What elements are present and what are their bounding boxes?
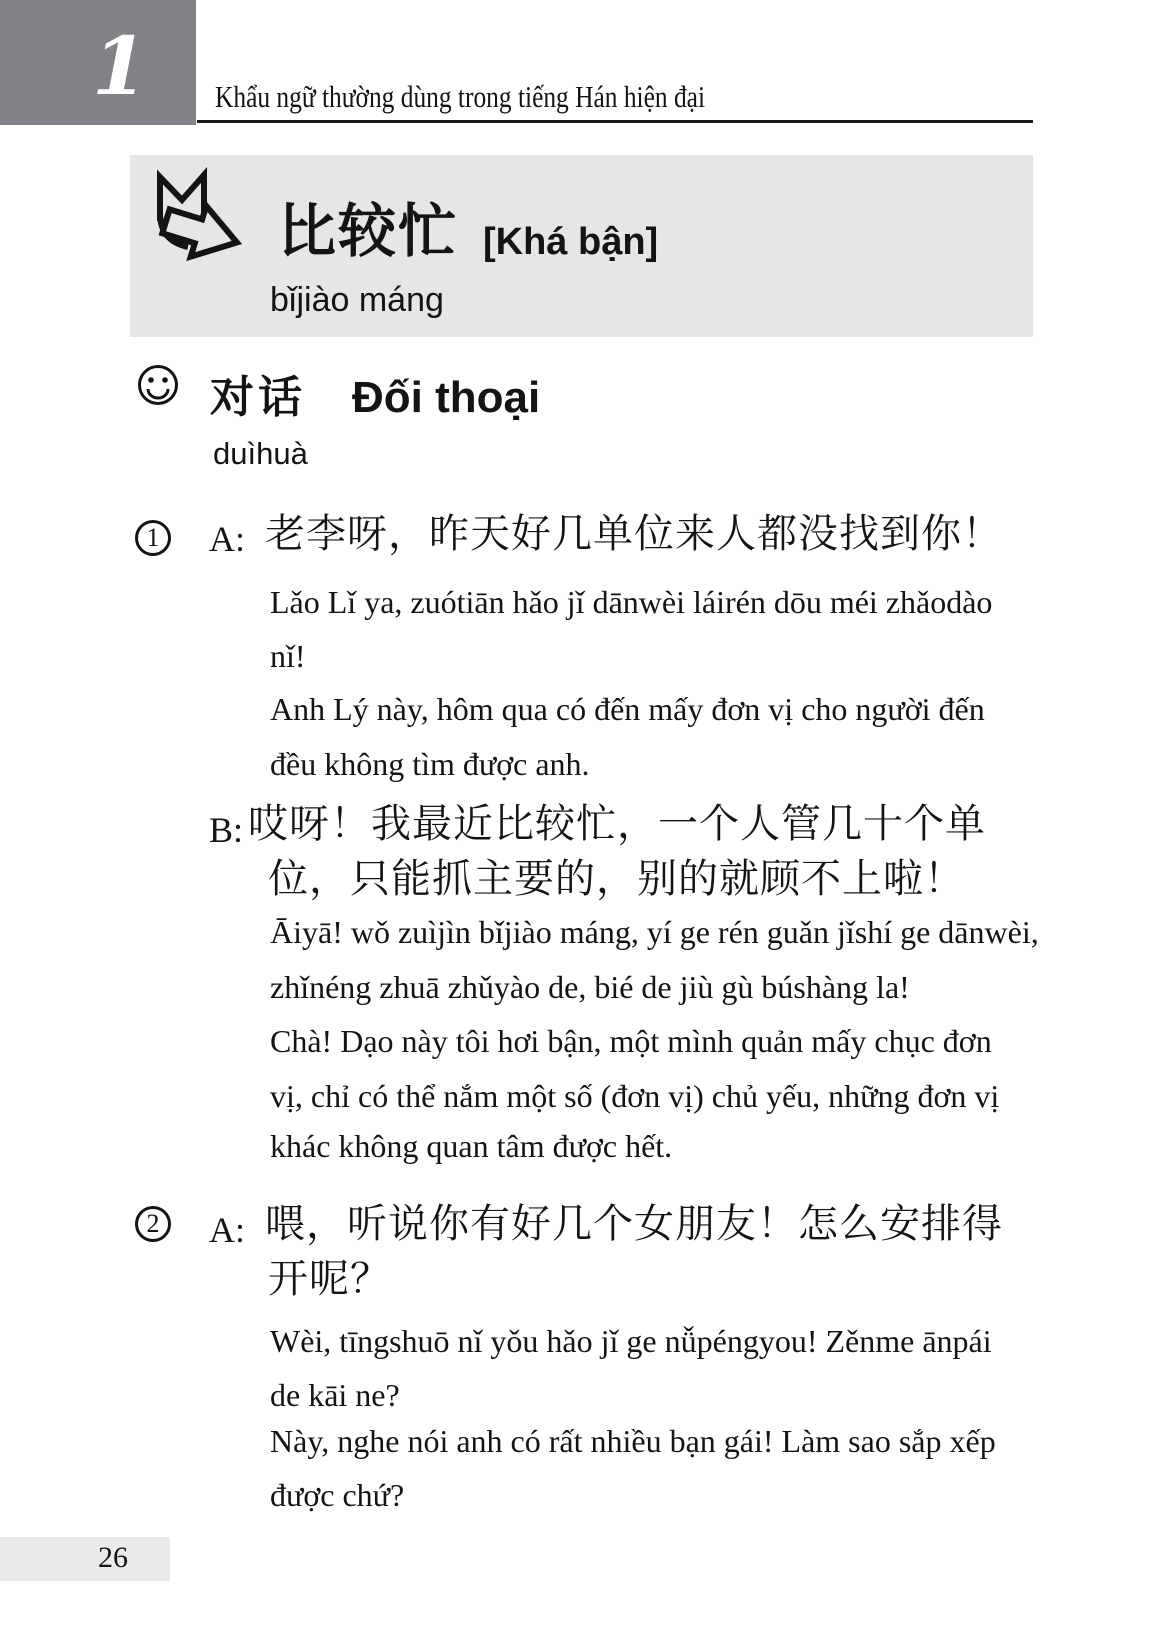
pinyin-line: Āiyā! wǒ zuìjìn bǐjiào máng, yí ge rén guǎn jǐshí ge dānwèi, (270, 914, 1039, 950)
dialog-number: 1 (135, 520, 171, 556)
speaker-label: A: (209, 519, 245, 559)
pinyin-line: de kāi ne? (270, 1377, 400, 1413)
running-title: Khẩu ngữ thường dùng trong tiếng Hán hiện đại (215, 79, 706, 114)
chapter-number: 1 (92, 19, 148, 113)
hanzi-line: 哎呀！我最近比较忙，一个人管几十个单 (248, 801, 986, 846)
page-number: 26 (98, 1541, 128, 1574)
vietnamese-line: vị, chỉ có thể nắm một số (đơn vị) chủ yếu, những đơn vị (270, 1078, 1000, 1114)
pinyin-line: Lǎo Lǐ ya, zuótiān hǎo jǐ dānwèi láirén dōu méi zhǎodào (270, 584, 993, 620)
speaker-label: A: (209, 1210, 245, 1250)
section-heading-pinyin: duìhuà (213, 436, 308, 471)
chapter-number-block (0, 0, 196, 125)
dialog-number: 2 (135, 1206, 171, 1242)
footer-page-bar (0, 1537, 170, 1581)
hanzi-line: 位，只能抓主要的，别的就顾不上啦！ (268, 856, 965, 901)
section-heading-hanzi: 对话 (210, 373, 306, 422)
pinyin-line: zhǐnéng zhuā zhǔyào de, bié de jiù gù búshàng la! (270, 969, 910, 1005)
smiley-face-icon (136, 363, 180, 412)
pinyin-line: nǐ! (270, 638, 306, 674)
header-rule (197, 120, 1033, 123)
lesson-title-box (130, 155, 1033, 337)
vietnamese-line: đều không tìm được anh. (270, 746, 590, 782)
hanzi-line: 老李呀，昨天好几单位来人都没找到你！ (265, 511, 1003, 556)
lesson-title-vietnamese: [Khá bận] (483, 221, 659, 263)
vietnamese-line: Này, nghe nói anh có rất nhiều bạn gái! Làm sao sắp xếp (270, 1423, 996, 1459)
pinyin-line: Wèi, tīngshuō nǐ yǒu hǎo jǐ ge nǚpéngyou! Zěnme ānpái (270, 1323, 992, 1359)
hanzi-line: 开呢？ (268, 1256, 391, 1301)
vietnamese-line: Chà! Dạo này tôi hơi bận, một mình quản mấy chục đơn (270, 1023, 992, 1059)
vietnamese-line: khác không quan tâm được hết. (270, 1128, 673, 1164)
speaker-label: B: (209, 810, 244, 850)
section-heading-vietnamese: Đối thoại (352, 373, 541, 422)
ribbon-arrow-icon (144, 163, 254, 280)
vietnamese-line: Anh Lý này, hôm qua có đến mấy đơn vị cho người đến (270, 691, 985, 727)
lesson-title-pinyin: bǐjiào máng (270, 281, 444, 319)
lesson-title-hanzi: 比较忙 (278, 199, 459, 264)
hanzi-line: 喂，听说你有好几个女朋友！怎么安排得 (265, 1201, 1003, 1246)
vietnamese-line: được chứ? (270, 1477, 405, 1513)
